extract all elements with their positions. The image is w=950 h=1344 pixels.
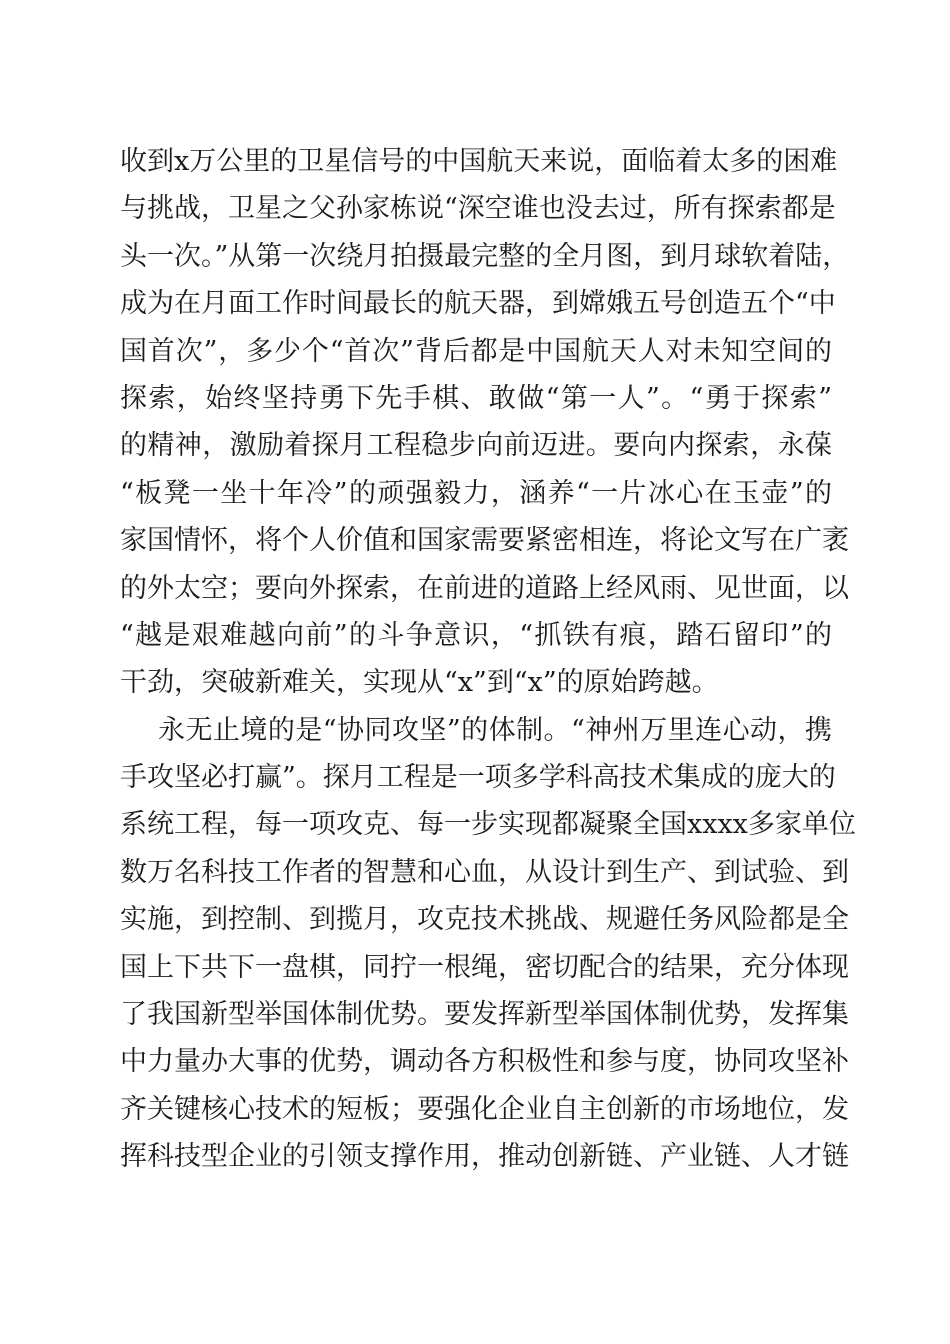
text-line: 实施，到控制、到揽月，攻克技术挑战、规避任务风险都是全 [120,904,849,936]
paragraph-1 [120,138,850,707]
text-line: 头一次。”从第一次绕月拍摄最完整的全月图，到月球软着陆， [120,240,850,272]
text-line: 探索，始终坚持勇下先手棋、敢做“第一人”。“勇于探索” [120,382,832,414]
text-line: 挥科技型企业的引领支撑作用，推动创新链、产业链、人才链 [120,1141,849,1173]
text-line: 的精神，激励着探月工程稳步向前迈进。要向内探索，永葆 [120,430,832,462]
text-line: 数万名科技工作者的智慧和心血，从设计到生产、到试验、到 [120,856,849,888]
text-line: 国上下共下一盘棋，同拧一根绳，密切配合的结果，充分体现 [120,951,849,983]
text-line: 的外太空；要向外探索，在前进的道路上经风雨、见世面，以 [120,572,849,604]
text-line: 与挑战，卫星之父孙家栋说“深空谁也没去过，所有探索都是 [120,193,836,225]
body-text [120,138,856,1181]
text-line: 永无止境的是“协同攻坚”的体制。“神州万里连心动，携 [158,714,832,746]
text-line: 国首次”，多少个“首次”背后都是中国航天人对未知空间的 [120,335,832,367]
text-line: 家国情怀，将个人价值和国家需要紧密相连，将论文写在广袤 [120,525,849,557]
text-line: 中力量办大事的优势，调动各方积极性和参与度，协同攻坚补 [120,1046,849,1078]
paragraph-2 [120,707,856,1181]
text-line: 了我国新型举国体制优势。要发挥新型举国体制优势，发挥集 [120,999,849,1031]
text-line: “板凳一坐十年冷”的顽强毅力，涵养“一片冰心在玉壶”的 [120,477,832,509]
text-line: 收到x万公里的卫星信号的中国航天来说，面临着太多的困难 [120,146,838,177]
text-line: 系统工程，每一项攻克、每一步实现都凝聚全国xxxx多家单位 [120,809,856,841]
text-line: 成为在月面工作时间最长的航天器，到嫦娥五号创造五个“中 [120,288,836,320]
text-line: “越是艰难越向前”的斗争意识，“抓铁有痕，踏石留印”的 [120,619,832,651]
text-line: 齐关键核心技术的短板；要强化企业自主创新的市场地位，发 [120,1093,849,1125]
text-line: 手攻坚必打赢”。探月工程是一项多学科高技术集成的庞大的 [120,762,836,794]
text-line: 干劲，突破新难关，实现从“x”到“x”的原始跨越。 [120,667,719,699]
